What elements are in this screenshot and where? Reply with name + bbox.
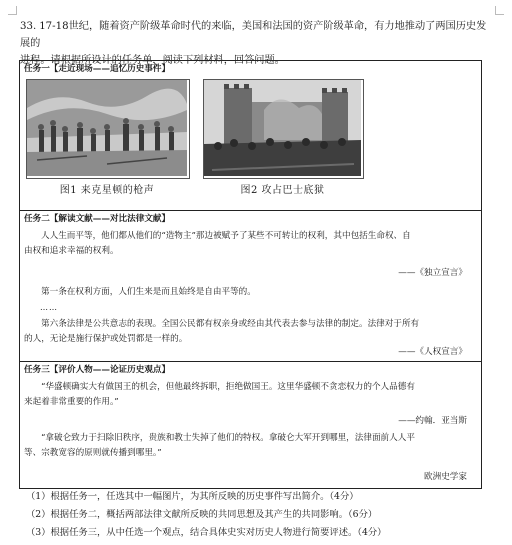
task2-source1: ——《独立宣言》 <box>398 268 467 278</box>
page-corner-mark-right <box>495 6 504 15</box>
task3-quote2 <box>24 431 476 461</box>
subquestion-1: （1）根据任务一，任选其中一幅图片，为其所反映的历史事件写出简介。（4分） <box>26 491 359 502</box>
task3-quote2-line2: 等、宗教宽容的原则就传播到哪里。” <box>24 448 162 458</box>
page-corner-mark-left <box>8 6 17 15</box>
task2-quote1-line2: 由权和追求幸福的权利。 <box>24 246 119 256</box>
task3-quote1-line1: “华盛顿确实大有做国王的机会，但他最终拆职，拒绝做国王。这里华盛顿不贪恋权力的个人品德有 <box>41 382 415 392</box>
task3-source1: ——约翰．亚当斯 <box>398 416 467 426</box>
task3-header: 任务三【评价人物——论证历史观点】 <box>24 365 171 375</box>
task2-section <box>20 211 481 362</box>
task3-quote1-line2: 来起着非常重要的作用。” <box>24 397 119 407</box>
task3-section <box>20 362 481 488</box>
task2-quote3-line1: 第六条法律是公共意志的表现。全国公民都有权亲身或经由其代表去参与法律的制定。法律对于所有 <box>41 319 420 329</box>
figure2-caption: 图2 攻占巴士底狱 <box>240 185 325 196</box>
task2-ellipsis: …… <box>40 303 58 312</box>
question-number: 33. <box>20 21 37 32</box>
task-table <box>19 60 482 489</box>
figure1-image <box>26 79 190 179</box>
question-text-line2: 进程。请根据所设计的任务单，阅读下列材料，回答问题。 <box>20 55 285 66</box>
task2-source2: ——《人权宣言》 <box>398 347 467 357</box>
task1-section <box>20 61 481 211</box>
task2-quote3 <box>24 317 476 347</box>
subquestion-3: （3）根据任务三，从中任选一个观点，结合具体史实对历史人物进行简要评述。（4分） <box>26 527 387 538</box>
task1-header: 任务一【走近现场——追忆历史事件】 <box>24 64 171 74</box>
task2-header: 任务二【解读文献——对比法律文献】 <box>24 214 171 224</box>
task3-source2: 欧洲史学家 <box>424 472 467 482</box>
task3-quote2-line1: “拿破仑致力于扫除旧秩序，贵族和教士失掉了他们的特权。拿破仑大军开到哪里，法律面前人人平 <box>41 433 415 443</box>
subquestion-2: （2）根据任务二，概括两部法律文献所反映的共同思想及其产生的共同影响。（6分） <box>26 509 378 520</box>
figure1-caption: 图1 来克星顿的枪声 <box>59 185 155 196</box>
question-text-line1: 17-18世纪，随着资产阶级革命时代的来临，美国和法国的资产阶级革命，有力地推动了两国历史发展的 <box>20 21 487 49</box>
task2-quote2: 第一条在权利方面，人们生来是而且始终是自由平等的。 <box>41 287 256 297</box>
task3-quote1 <box>24 380 476 410</box>
task2-quote3-line2: 的人，无论是施行保护或处罚都是一样的。 <box>24 334 188 344</box>
figure1 <box>26 79 188 196</box>
task2-quote1 <box>24 229 476 259</box>
figure2-image <box>203 79 364 179</box>
task2-quote1-line1: 人人生而平等，他们都从他们的“造物主”那边被赋予了某些不可转让的权利，其中包括生命权、自 <box>41 231 411 241</box>
figure2 <box>203 79 362 196</box>
